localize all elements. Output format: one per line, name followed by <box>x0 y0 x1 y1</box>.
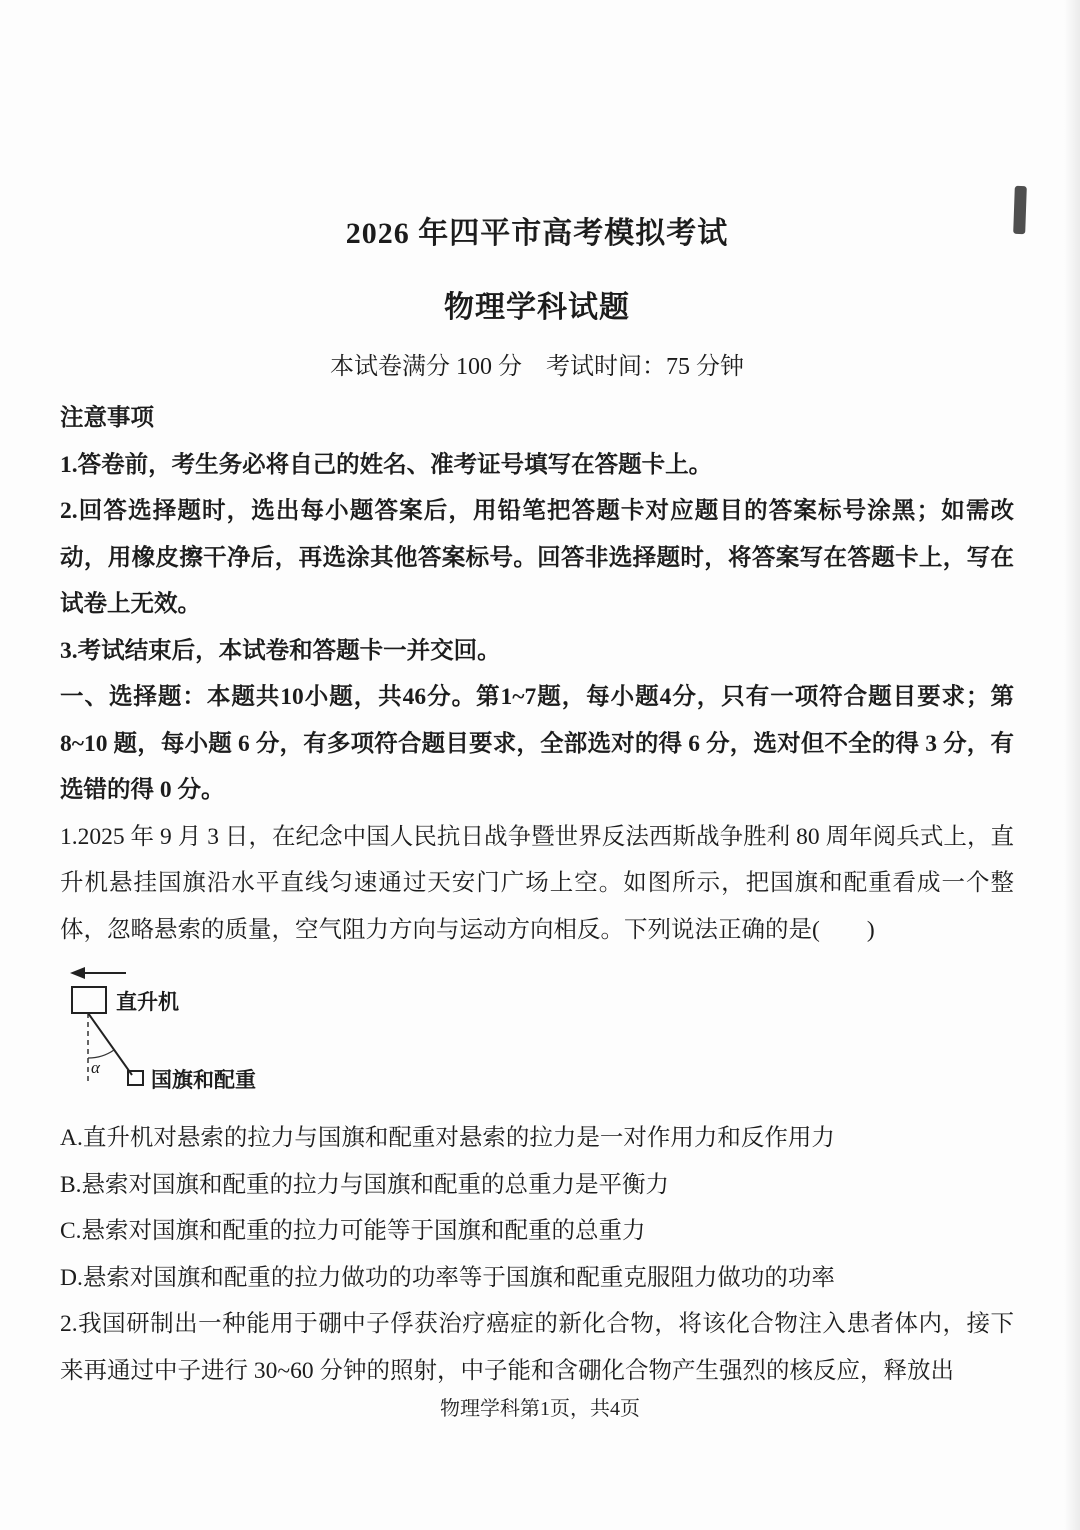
exam-meta-line: 本试卷满分 100 分 考试时间：75 分钟 <box>330 354 744 380</box>
exam-title: 2026 年四平市高考模拟考试 <box>345 217 729 250</box>
question-1-option-d: D.悬索对国旗和配重的拉力做功的功率等于国旗和配重克服阻力做功的功率 <box>60 1264 835 1291</box>
scan-edge-shadow <box>1064 0 1080 1530</box>
helicopter-label: 直升机 <box>116 991 179 1014</box>
notice-item-2: 2.回答选择题时，选出每小题答案后，用铅笔把答题卡对应题目的答案标号涂黑；如需改动，用橡皮擦干净后，再选涂其他答案标号。回答非选择题时，将答案写在答题卡上，写在试卷上无效。 <box>60 498 1014 617</box>
page-content <box>60 0 1014 1394</box>
flag-counterweight-label: 国旗和配重 <box>151 1069 256 1092</box>
notice-heading: 注意事项 <box>60 405 154 431</box>
question-1-figure <box>60 963 1014 1113</box>
notice-item-3: 3.考试结束后，本试卷和答题卡一并交回。 <box>60 637 501 664</box>
motion-arrow-icon <box>70 967 126 979</box>
notice-item-1: 1.答卷前，考生务必将自己的姓名、准考证号填写在答题卡上。 <box>60 451 713 478</box>
question-1-option-c: C.悬索对国旗和配重的拉力可能等于国旗和配重的总重力 <box>60 1218 646 1244</box>
section-1-heading: 一、选择题：本题共10小题，共46分。第1~7题，每小题4分，只有一项符合题目要求；第 8~10 题，每小题 6 分，有多项符合题目要求，全部选对的得 6 分，选对但不全的得 3 分，有选错的得 0 分。 <box>60 684 1014 803</box>
question-1-option-b: B.悬索对国旗和配重的拉力与国旗和配重的总重力是平衡力 <box>60 1171 670 1198</box>
exam-subject-title: 物理学科试题 <box>444 291 630 324</box>
scan-artifact-mark <box>1013 186 1027 234</box>
question-1-option-a: A.直升机对悬索的拉力与国旗和配重对悬索的拉力是一对作用力和反作用力 <box>60 1125 835 1151</box>
question-2-stem: 2.我国研制出一种能用于硼中子俘获治疗癌症的新化合物，将该化合物注入患者体内，接下来再通过中子进行 30~60 分钟的照射，中子能和含硼化合物产生强烈的核反应，释放出 <box>60 1311 1014 1384</box>
page-footer: 物理学科第1页，共4页 <box>440 1398 640 1420</box>
question-1-stem: 1.2025 年 9 月 3 日，在纪念中国人民抗日战争暨世界反法西斯战争胜利 80 周年阅兵式上，直升机悬挂国旗沿水平直线匀速通过天安门广场上空。如图所示，把国旗和配重看成一个整体，忽略悬索的质量，空气阻力方向与运动方向相反。下列说法正确的是( ) <box>60 823 1014 943</box>
angle-arc <box>88 1050 114 1058</box>
angle-alpha-label: α <box>91 1058 100 1077</box>
helicopter-box <box>72 987 106 1013</box>
helicopter-flag-diagram <box>60 963 380 1113</box>
